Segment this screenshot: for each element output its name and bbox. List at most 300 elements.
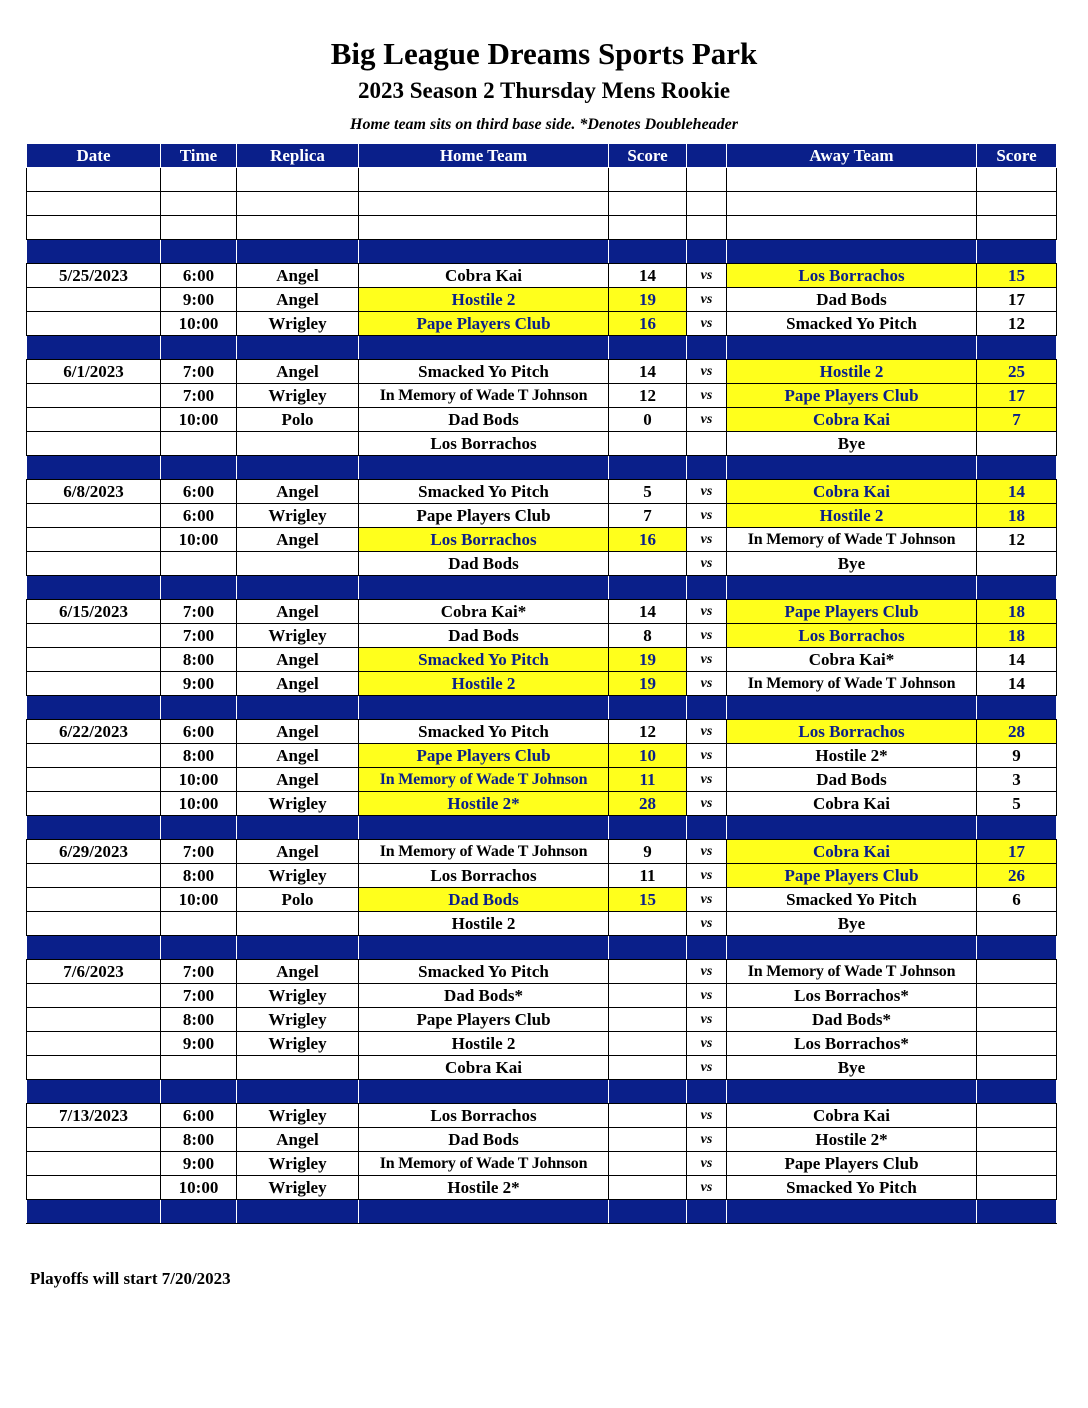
separator-cell <box>727 1200 977 1224</box>
separator-row <box>27 456 1057 480</box>
separator-cell <box>359 936 609 960</box>
away-score-cell <box>977 432 1057 456</box>
date-cell <box>27 408 161 432</box>
vs-cell: vs <box>687 912 727 936</box>
vs-cell: vs <box>687 768 727 792</box>
away-team-cell: Pape Players Club <box>727 1152 977 1176</box>
separator-cell <box>609 240 687 264</box>
replica-cell: Angel <box>237 288 359 312</box>
vs-cell: vs <box>687 1056 727 1080</box>
home-team-cell: In Memory of Wade T Johnson <box>359 840 609 864</box>
home-score-cell: 16 <box>609 312 687 336</box>
blank-cell <box>27 216 161 240</box>
time-cell <box>161 912 237 936</box>
replica-cell: Wrigley <box>237 1152 359 1176</box>
date-cell <box>27 624 161 648</box>
game-row <box>27 528 1057 552</box>
replica-cell: Wrigley <box>237 504 359 528</box>
col-header-date: Date <box>27 144 161 168</box>
away-team-cell: Cobra Kai <box>727 1104 977 1128</box>
away-score-cell: 6 <box>977 888 1057 912</box>
game-row <box>27 984 1057 1008</box>
separator-cell <box>161 936 237 960</box>
home-score-cell: 14 <box>609 264 687 288</box>
away-score-cell: 18 <box>977 504 1057 528</box>
separator-cell <box>27 576 161 600</box>
away-score-cell <box>977 960 1057 984</box>
home-team-cell: Dad Bods <box>359 552 609 576</box>
away-score-cell: 12 <box>977 528 1057 552</box>
game-row <box>27 888 1057 912</box>
away-score-cell: 7 <box>977 408 1057 432</box>
date-cell <box>27 504 161 528</box>
game-row <box>27 288 1057 312</box>
blank-cell <box>609 168 687 192</box>
away-score-cell: 17 <box>977 840 1057 864</box>
date-cell: 6/15/2023 <box>27 600 161 624</box>
replica-cell: Angel <box>237 1128 359 1152</box>
replica-cell: Wrigley <box>237 1104 359 1128</box>
home-team-cell: Hostile 2 <box>359 672 609 696</box>
away-team-cell: Hostile 2* <box>727 744 977 768</box>
separator-cell <box>237 576 359 600</box>
replica-cell <box>237 1056 359 1080</box>
separator-cell <box>609 336 687 360</box>
home-score-cell: 9 <box>609 840 687 864</box>
blank-cell <box>161 168 237 192</box>
replica-cell: Wrigley <box>237 384 359 408</box>
playoffs-note: Playoffs will start 7/20/2023 <box>30 1269 231 1288</box>
away-score-cell <box>977 1128 1057 1152</box>
table-header-row <box>27 144 1057 168</box>
home-score-cell <box>609 1032 687 1056</box>
away-team-cell: Cobra Kai <box>727 480 977 504</box>
time-cell: 8:00 <box>161 744 237 768</box>
replica-cell: Wrigley <box>237 624 359 648</box>
separator-cell <box>359 456 609 480</box>
replica-cell: Wrigley <box>237 984 359 1008</box>
separator-cell <box>161 336 237 360</box>
separator-cell <box>27 936 161 960</box>
home-team-cell: Cobra Kai <box>359 1056 609 1080</box>
date-cell: 6/29/2023 <box>27 840 161 864</box>
home-team-cell: Los Borrachos <box>359 1104 609 1128</box>
separator-cell <box>161 240 237 264</box>
vs-cell: vs <box>687 504 727 528</box>
blank-cell <box>27 168 161 192</box>
game-row <box>27 480 1057 504</box>
time-cell: 8:00 <box>161 864 237 888</box>
away-team-cell: Dad Bods <box>727 288 977 312</box>
blank-cell <box>687 216 727 240</box>
date-cell <box>27 288 161 312</box>
blank-row <box>27 168 1057 192</box>
time-cell: 10:00 <box>161 408 237 432</box>
time-cell: 7:00 <box>161 600 237 624</box>
time-cell: 10:00 <box>161 768 237 792</box>
home-team-cell: Hostile 2 <box>359 288 609 312</box>
blank-cell <box>609 192 687 216</box>
home-score-cell: 19 <box>609 288 687 312</box>
replica-cell <box>237 552 359 576</box>
vs-cell: vs <box>687 528 727 552</box>
home-team-cell: Cobra Kai <box>359 264 609 288</box>
blank-cell <box>161 216 237 240</box>
separator-cell <box>609 1080 687 1104</box>
date-cell <box>27 432 161 456</box>
page-title: Big League Dreams Sports Park <box>330 36 758 71</box>
vs-cell: vs <box>687 264 727 288</box>
home-score-cell: 7 <box>609 504 687 528</box>
home-score-cell: 11 <box>609 864 687 888</box>
replica-cell: Angel <box>237 768 359 792</box>
date-cell <box>27 672 161 696</box>
separator-cell <box>27 816 161 840</box>
separator-cell <box>27 696 161 720</box>
separator-cell <box>161 1080 237 1104</box>
away-score-cell <box>977 912 1057 936</box>
vs-cell: vs <box>687 600 727 624</box>
time-cell <box>161 1056 237 1080</box>
separator-cell <box>977 1080 1057 1104</box>
game-row <box>27 1032 1057 1056</box>
home-team-cell: In Memory of Wade T Johnson <box>359 384 609 408</box>
separator-cell <box>609 696 687 720</box>
game-row <box>27 1056 1057 1080</box>
replica-cell: Wrigley <box>237 864 359 888</box>
separator-cell <box>727 816 977 840</box>
away-team-cell: Bye <box>727 912 977 936</box>
home-score-cell <box>609 432 687 456</box>
home-score-cell: 19 <box>609 672 687 696</box>
home-score-cell <box>609 1152 687 1176</box>
home-team-cell: Smacked Yo Pitch <box>359 960 609 984</box>
away-team-cell: Los Borrachos <box>727 624 977 648</box>
time-cell: 8:00 <box>161 1128 237 1152</box>
separator-cell <box>359 240 609 264</box>
home-score-cell <box>609 1128 687 1152</box>
game-row <box>27 432 1057 456</box>
separator-cell <box>687 456 727 480</box>
blank-cell <box>977 192 1057 216</box>
separator-row <box>27 240 1057 264</box>
home-team-cell: Hostile 2* <box>359 792 609 816</box>
home-score-cell: 14 <box>609 360 687 384</box>
home-team-cell: Smacked Yo Pitch <box>359 720 609 744</box>
separator-cell <box>27 1200 161 1224</box>
separator-cell <box>609 576 687 600</box>
blank-cell <box>727 168 977 192</box>
time-cell: 7:00 <box>161 960 237 984</box>
blank-cell <box>727 192 977 216</box>
away-team-cell: Bye <box>727 552 977 576</box>
separator-cell <box>687 1080 727 1104</box>
away-score-cell: 18 <box>977 600 1057 624</box>
time-cell: 10:00 <box>161 1176 237 1200</box>
time-cell: 10:00 <box>161 792 237 816</box>
separator-cell <box>161 696 237 720</box>
separator-cell <box>237 1200 359 1224</box>
schedule-note: Home team sits on third base side. *Denotes Doubleheader <box>350 116 738 133</box>
blank-cell <box>237 168 359 192</box>
separator-cell <box>359 336 609 360</box>
away-team-cell: Los Borrachos* <box>727 1032 977 1056</box>
home-team-cell: Los Borrachos <box>359 864 609 888</box>
vs-cell: vs <box>687 984 727 1008</box>
home-score-cell <box>609 960 687 984</box>
date-cell <box>27 384 161 408</box>
home-score-cell <box>609 552 687 576</box>
away-team-cell: Cobra Kai* <box>727 648 977 672</box>
game-row <box>27 312 1057 336</box>
away-team-cell: Los Borrachos* <box>727 984 977 1008</box>
away-team-cell: In Memory of Wade T Johnson <box>727 672 977 696</box>
away-score-cell <box>977 1056 1057 1080</box>
separator-cell <box>27 456 161 480</box>
separator-cell <box>359 1200 609 1224</box>
separator-row <box>27 1200 1057 1224</box>
time-cell: 9:00 <box>161 672 237 696</box>
separator-cell <box>609 816 687 840</box>
home-score-cell: 0 <box>609 408 687 432</box>
separator-cell <box>161 816 237 840</box>
separator-cell <box>977 240 1057 264</box>
time-cell: 8:00 <box>161 1008 237 1032</box>
blank-cell <box>687 192 727 216</box>
time-cell <box>161 552 237 576</box>
away-score-cell <box>977 1008 1057 1032</box>
game-row <box>27 960 1057 984</box>
col-header-away-score: Score <box>977 144 1057 168</box>
home-team-cell: Cobra Kai* <box>359 600 609 624</box>
separator-cell <box>687 336 727 360</box>
away-team-cell: Pape Players Club <box>727 864 977 888</box>
game-row <box>27 624 1057 648</box>
game-row <box>27 768 1057 792</box>
date-cell: 6/1/2023 <box>27 360 161 384</box>
vs-cell: vs <box>687 960 727 984</box>
separator-cell <box>687 240 727 264</box>
separator-cell <box>977 936 1057 960</box>
separator-cell <box>977 816 1057 840</box>
col-header-replica: Replica <box>237 144 359 168</box>
separator-cell <box>687 936 727 960</box>
away-score-cell: 14 <box>977 648 1057 672</box>
date-cell <box>27 984 161 1008</box>
away-team-cell: Smacked Yo Pitch <box>727 312 977 336</box>
blank-cell <box>161 192 237 216</box>
vs-cell: vs <box>687 1008 727 1032</box>
vs-cell: vs <box>687 1104 727 1128</box>
separator-cell <box>687 1200 727 1224</box>
time-cell: 10:00 <box>161 888 237 912</box>
time-cell: 7:00 <box>161 360 237 384</box>
home-team-cell: In Memory of Wade T Johnson <box>359 1152 609 1176</box>
home-score-cell: 10 <box>609 744 687 768</box>
away-score-cell: 26 <box>977 864 1057 888</box>
away-score-cell <box>977 1104 1057 1128</box>
time-cell: 6:00 <box>161 264 237 288</box>
separator-cell <box>237 336 359 360</box>
page-subtitle: 2023 Season 2 Thursday Mens Rookie <box>357 78 731 103</box>
vs-cell: vs <box>687 288 727 312</box>
game-row <box>27 912 1057 936</box>
home-score-cell <box>609 1176 687 1200</box>
replica-cell: Angel <box>237 672 359 696</box>
away-team-cell: Hostile 2* <box>727 1128 977 1152</box>
away-score-cell: 28 <box>977 720 1057 744</box>
away-score-cell <box>977 1176 1057 1200</box>
away-score-cell: 3 <box>977 768 1057 792</box>
schedule-table <box>26 143 1057 1224</box>
away-team-cell: Bye <box>727 1056 977 1080</box>
home-team-cell: Smacked Yo Pitch <box>359 480 609 504</box>
replica-cell: Wrigley <box>237 312 359 336</box>
home-team-cell: Pape Players Club <box>359 312 609 336</box>
separator-cell <box>237 696 359 720</box>
col-header-time: Time <box>161 144 237 168</box>
away-team-cell: Cobra Kai <box>727 408 977 432</box>
date-cell <box>27 1152 161 1176</box>
away-score-cell: 17 <box>977 384 1057 408</box>
separator-cell <box>977 456 1057 480</box>
away-score-cell: 9 <box>977 744 1057 768</box>
away-team-cell: In Memory of Wade T Johnson <box>727 960 977 984</box>
away-score-cell <box>977 1032 1057 1056</box>
game-row <box>27 720 1057 744</box>
away-team-cell: Los Borrachos <box>727 264 977 288</box>
separator-cell <box>727 936 977 960</box>
replica-cell: Angel <box>237 720 359 744</box>
date-cell: 7/6/2023 <box>27 960 161 984</box>
time-cell: 9:00 <box>161 288 237 312</box>
vs-cell: vs <box>687 672 727 696</box>
date-cell <box>27 648 161 672</box>
home-score-cell: 14 <box>609 600 687 624</box>
vs-cell: vs <box>687 720 727 744</box>
separator-row <box>27 336 1057 360</box>
separator-cell <box>27 240 161 264</box>
home-score-cell <box>609 984 687 1008</box>
separator-cell <box>727 696 977 720</box>
game-row <box>27 1176 1057 1200</box>
time-cell: 6:00 <box>161 504 237 528</box>
home-score-cell <box>609 1008 687 1032</box>
separator-cell <box>237 456 359 480</box>
date-cell <box>27 1128 161 1152</box>
separator-cell <box>727 336 977 360</box>
vs-cell: vs <box>687 408 727 432</box>
date-cell <box>27 744 161 768</box>
separator-row <box>27 696 1057 720</box>
game-row <box>27 1008 1057 1032</box>
time-cell: 6:00 <box>161 480 237 504</box>
date-cell: 6/8/2023 <box>27 480 161 504</box>
date-cell <box>27 528 161 552</box>
home-team-cell: Dad Bods <box>359 888 609 912</box>
vs-cell <box>687 432 727 456</box>
blank-cell <box>977 216 1057 240</box>
separator-cell <box>727 576 977 600</box>
separator-cell <box>161 1200 237 1224</box>
home-team-cell: Pape Players Club <box>359 504 609 528</box>
home-team-cell: Pape Players Club <box>359 744 609 768</box>
vs-cell: vs <box>687 1128 727 1152</box>
away-team-cell: Dad Bods <box>727 768 977 792</box>
date-cell <box>27 1008 161 1032</box>
time-cell: 10:00 <box>161 528 237 552</box>
replica-cell: Angel <box>237 360 359 384</box>
blank-cell <box>359 216 609 240</box>
date-cell <box>27 1056 161 1080</box>
vs-cell: vs <box>687 1176 727 1200</box>
away-team-cell: Pape Players Club <box>727 384 977 408</box>
blank-cell <box>977 168 1057 192</box>
replica-cell <box>237 912 359 936</box>
time-cell: 7:00 <box>161 984 237 1008</box>
vs-cell: vs <box>687 1032 727 1056</box>
blank-cell <box>727 216 977 240</box>
separator-cell <box>359 1080 609 1104</box>
vs-cell: vs <box>687 360 727 384</box>
separator-row <box>27 816 1057 840</box>
home-team-cell: Pape Players Club <box>359 1008 609 1032</box>
date-cell: 7/13/2023 <box>27 1104 161 1128</box>
date-cell <box>27 1032 161 1056</box>
separator-cell <box>237 816 359 840</box>
blank-cell <box>237 216 359 240</box>
blank-row <box>27 216 1057 240</box>
vs-cell: vs <box>687 792 727 816</box>
separator-cell <box>359 576 609 600</box>
away-team-cell: Pape Players Club <box>727 600 977 624</box>
date-cell <box>27 864 161 888</box>
separator-cell <box>609 1200 687 1224</box>
away-team-cell: Cobra Kai <box>727 840 977 864</box>
replica-cell: Wrigley <box>237 1176 359 1200</box>
game-row <box>27 384 1057 408</box>
vs-cell: vs <box>687 312 727 336</box>
home-score-cell: 5 <box>609 480 687 504</box>
time-cell <box>161 432 237 456</box>
replica-cell: Wrigley <box>237 1008 359 1032</box>
home-team-cell: Dad Bods* <box>359 984 609 1008</box>
vs-cell: vs <box>687 480 727 504</box>
blank-cell <box>687 168 727 192</box>
time-cell: 6:00 <box>161 720 237 744</box>
date-cell <box>27 888 161 912</box>
game-row <box>27 864 1057 888</box>
away-team-cell: Smacked Yo Pitch <box>727 888 977 912</box>
date-cell: 6/22/2023 <box>27 720 161 744</box>
away-score-cell: 5 <box>977 792 1057 816</box>
vs-cell: vs <box>687 552 727 576</box>
time-cell: 10:00 <box>161 312 237 336</box>
home-team-cell: Los Borrachos <box>359 432 609 456</box>
away-score-cell <box>977 552 1057 576</box>
home-team-cell: Smacked Yo Pitch <box>359 360 609 384</box>
date-cell <box>27 768 161 792</box>
separator-cell <box>359 696 609 720</box>
away-team-cell: Los Borrachos <box>727 720 977 744</box>
away-team-cell: Hostile 2 <box>727 504 977 528</box>
replica-cell: Wrigley <box>237 792 359 816</box>
date-cell <box>27 552 161 576</box>
away-score-cell: 18 <box>977 624 1057 648</box>
home-score-cell: 28 <box>609 792 687 816</box>
away-score-cell: 17 <box>977 288 1057 312</box>
home-score-cell <box>609 912 687 936</box>
